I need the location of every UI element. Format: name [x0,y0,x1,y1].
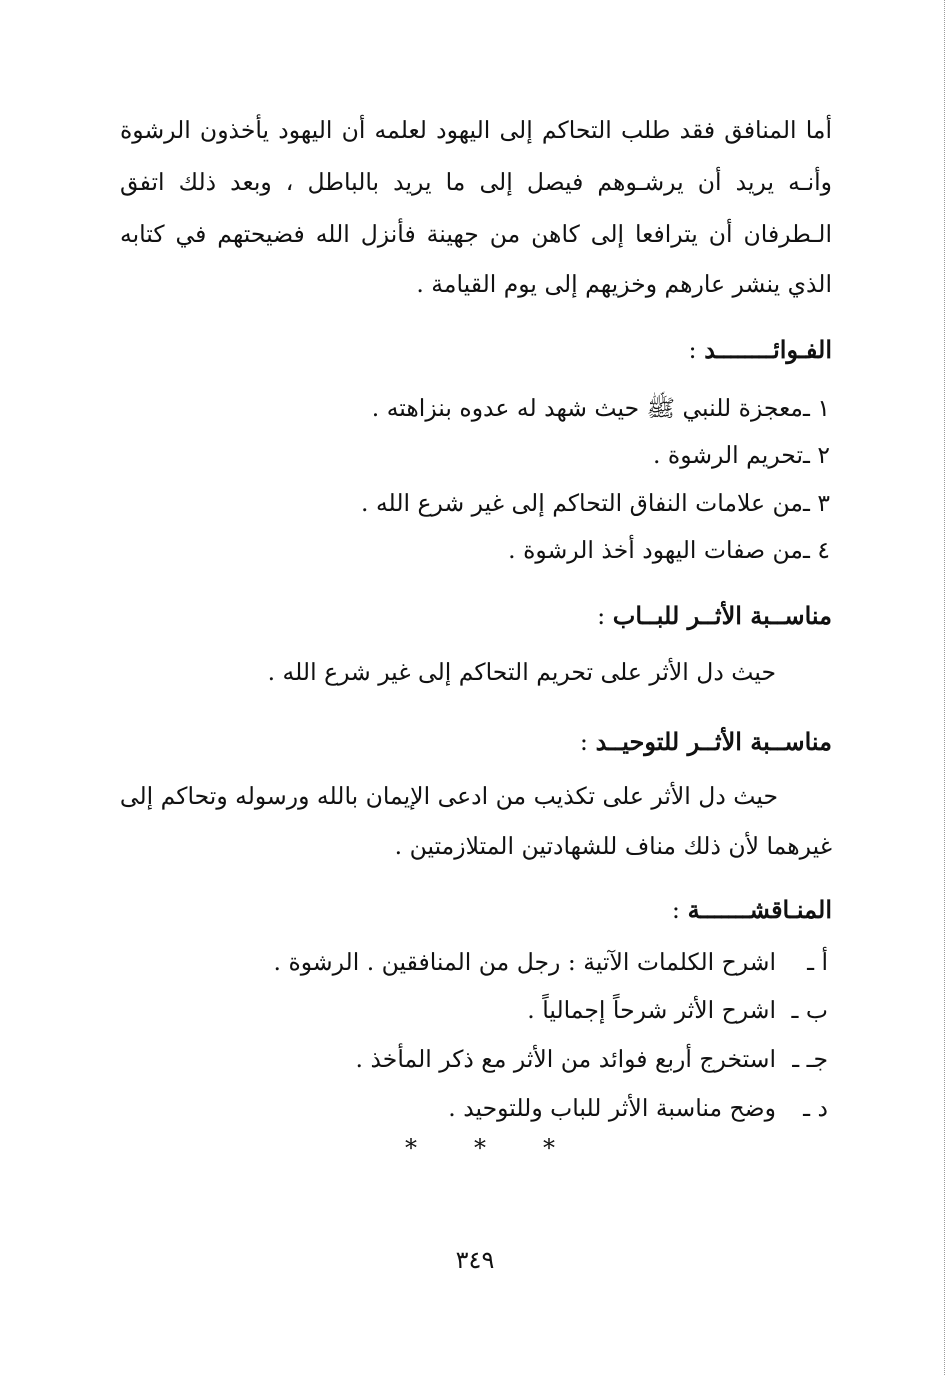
benefit-item-text: من علامات النفاق التحاكم إلى غير شرع الله . [361,489,804,517]
benefit-item-number: ٤ ـ [803,536,830,564]
question-letter: د ـ [803,1094,828,1122]
benefit-item-1 [372,388,830,428]
tawheed-relevance-line-1 [120,776,830,816]
discussion-heading-text: المنـاقشـــــــة [687,895,832,924]
tawheed-relevance-heading-colon: : [579,728,596,756]
benefits-heading-text: الفـوائــــــــد [704,335,832,364]
chapter-relevance-text: حيث دل الأثر على تحريم التحاكم إلى غير شرع الله . [267,658,776,686]
tawheed-relevance-heading-text: مناســبة الأثــر للتوحيــد [595,727,832,756]
discussion-heading-colon: : [671,896,688,924]
paragraph-line-4: الذي ينشر عارهم وخزيهم إلى يوم القيامة . [416,270,832,298]
discussion-question-4 [448,1088,828,1128]
tawheed-relevance-line-2: غيرهما لأن ذلك مناف للشهادتين المتلازمتين . [394,832,832,860]
benefit-item-text: تحريم الرشوة . [652,441,804,469]
separator-star: * [474,1134,486,1162]
benefit-item-number: ٣ ـ [803,489,830,517]
benefit-item-3 [361,483,830,523]
chapter-relevance-heading-colon: : [597,602,613,630]
chapter-relevance-heading-text: مناســبة الأثــر للبــاب [612,601,832,630]
chapter-relevance-heading [597,596,832,636]
benefit-item-2 [653,435,830,475]
paragraph-line-2: وأنـه يريد أن يرشـوهم فيصل إلى ما يريد بالباطل ، وبعد ذلك اتفق [120,168,832,196]
page-number: ٣٤٩ [455,1246,495,1274]
discussion-question-3 [356,1039,828,1079]
question-text: اشرح الأثر شرحاً إجمالياً . [527,996,776,1024]
separator-star: * [405,1134,417,1162]
section-separator [405,1133,555,1163]
question-text: اشرح الكلمات الآتية : رجل من المنافقين . الرشوة . [273,948,776,976]
question-text: استخرج أربع فوائد من الأثر مع ذكر المأخذ . [355,1045,776,1073]
benefit-item-text: من صفات اليهود أخذ الرشوة . [508,536,804,564]
question-letter: جـ ـ [792,1045,828,1073]
question-letter: أ ـ [807,948,828,976]
benefits-heading [689,330,832,370]
question-text: وضح مناسبة الأثر للباب وللتوحيد . [448,1094,776,1122]
discussion-heading [672,890,832,930]
discussion-question-2 [527,990,828,1030]
separator-star: * [543,1134,555,1162]
tawheed-relevance-line-1-text: حيث دل الأثر على تكذيب من ادعى الإيمان بالله ورسوله وتحاكم إلى [119,782,778,810]
benefit-item-number: ٢ ـ [803,441,830,469]
page-edge-shadow [943,0,945,1375]
discussion-question-1 [274,942,829,982]
benefit-item-text: معجزة للنبي ﷺ حيث شهد له عدوه بنزاهته . [371,394,804,422]
paragraph-line-3: الـطرفان أن يترافعا إلى كاهن من جهينة فأنزل الله فضيحتهم في كتابه [120,220,832,248]
benefit-item-4 [508,530,830,570]
benefits-heading-colon: : [688,336,705,364]
question-letter: ب ـ [791,996,828,1024]
benefit-item-number: ١ ـ [803,394,830,422]
tawheed-relevance-heading [580,722,832,762]
paragraph-line-1: أما المنافق فقد طلب التحاكم إلى اليهود لعلمه أن اليهود يأخذون الرشوة [120,116,832,144]
